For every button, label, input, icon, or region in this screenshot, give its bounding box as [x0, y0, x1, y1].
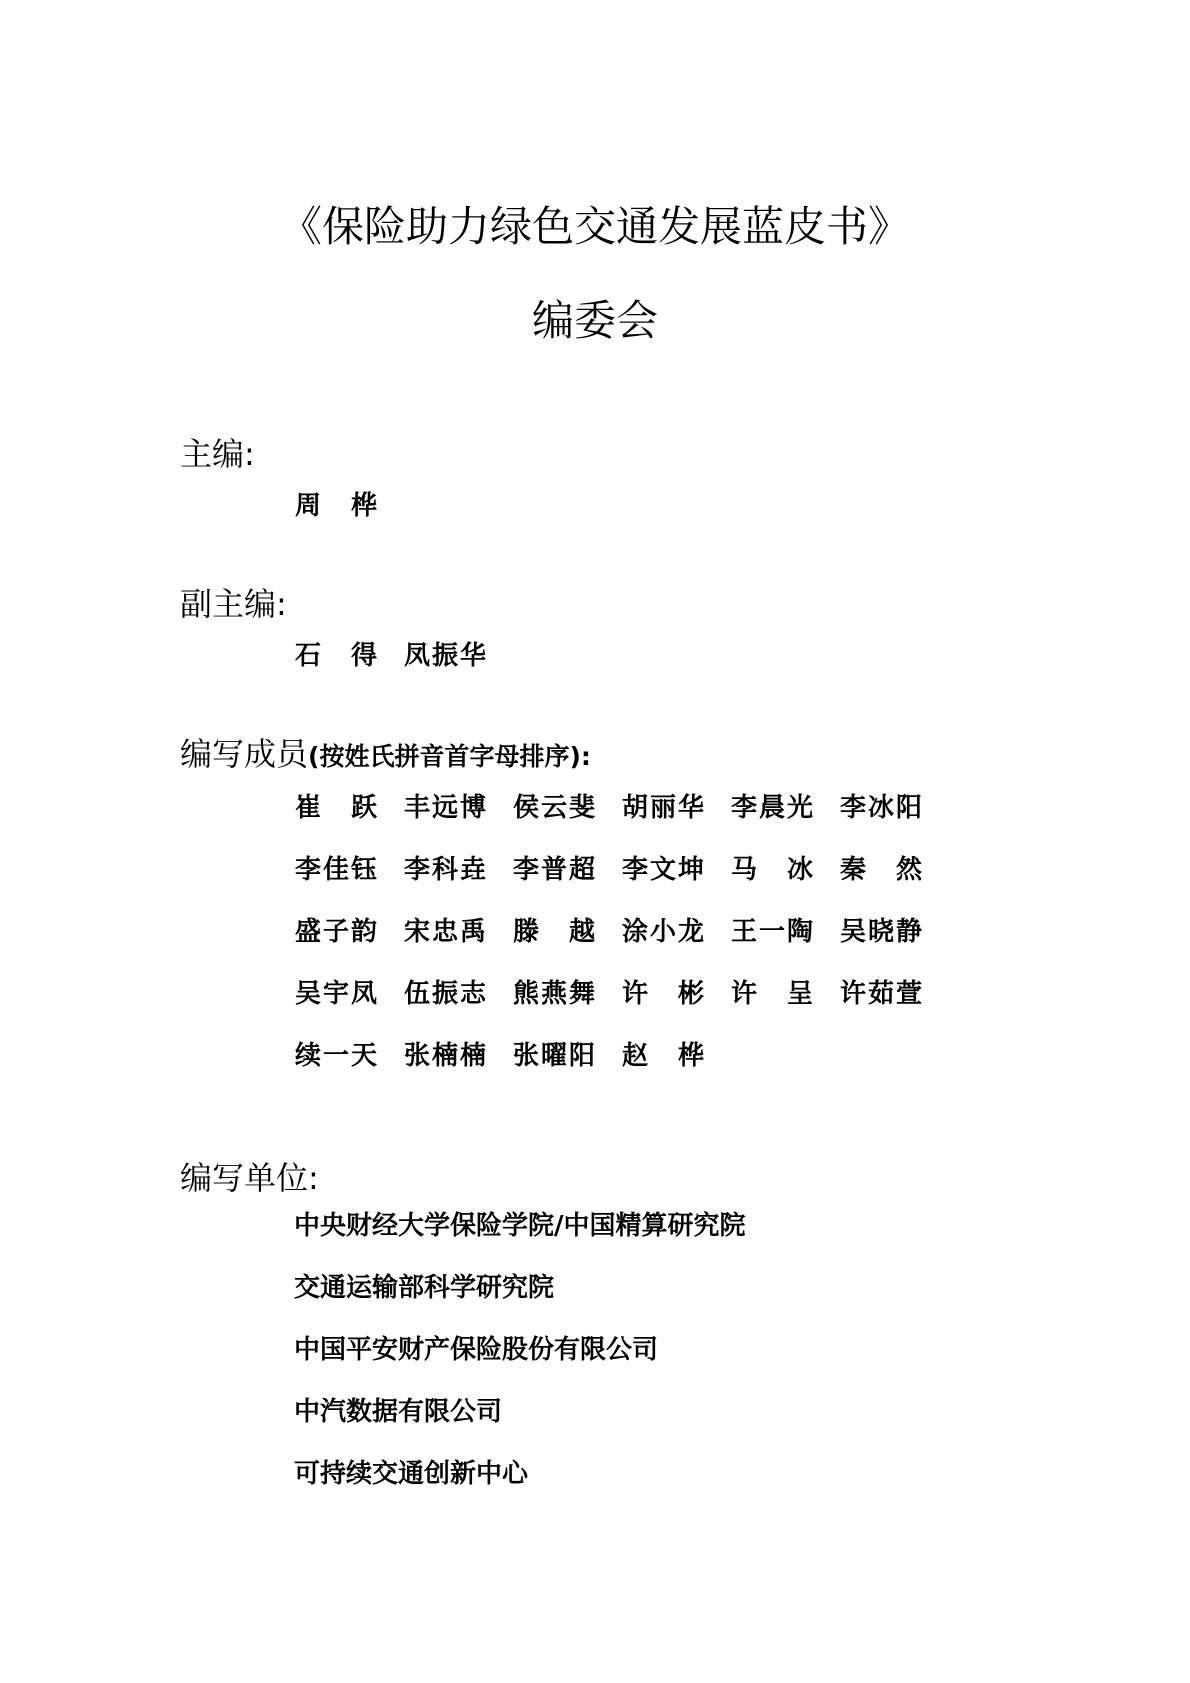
person-name: 凤振华 [403, 641, 486, 671]
person-name: 许 呈 [730, 979, 813, 1009]
person-name: 盛子韵 [294, 917, 377, 947]
person-name: 伍振志 [403, 979, 486, 1009]
deputy-editor-heading: 副主编: [180, 585, 287, 623]
members-heading-label: 编写成员 [180, 735, 309, 773]
person-name: 李佳钰 [294, 855, 377, 885]
person-name: 吴宇凤 [294, 979, 377, 1009]
members-sort-note: (按姓氏拼音首字母排序): [308, 742, 591, 771]
person-name: 胡丽华 [621, 793, 704, 823]
unit-item: 中央财经大学保险学院/中国精算研究院 [294, 1211, 746, 1241]
person-name: 李晨光 [730, 793, 813, 823]
unit-item: 中国平安财产保险股份有限公司 [294, 1335, 659, 1365]
person-name: 石 得 [294, 641, 377, 671]
unit-item: 可持续交通创新中心 [294, 1459, 529, 1489]
person-name: 张楠楠 [403, 1041, 486, 1071]
person-name: 许 彬 [621, 979, 704, 1009]
person-name: 熊燕舞 [512, 979, 595, 1009]
document-title: 《保险助力绿色交通发展蓝皮书》 [279, 202, 910, 251]
person-name: 吴晓静 [839, 917, 922, 947]
person-name: 李冰阳 [839, 793, 922, 823]
person-name: 崔 跃 [294, 793, 377, 823]
document-subtitle: 编委会 [531, 296, 658, 345]
chief-editor-heading: 主编: [180, 435, 255, 473]
person-name: 李普超 [512, 855, 595, 885]
units-heading: 编写单位: [180, 1159, 319, 1197]
person-name: 周 桦 [294, 491, 377, 521]
person-name: 续一天 [294, 1041, 377, 1071]
person-name: 赵 桦 [621, 1041, 704, 1071]
person-name: 李文坤 [621, 855, 704, 885]
members-heading [180, 734, 591, 777]
person-name: 丰远博 [403, 793, 486, 823]
person-name: 涂小龙 [621, 917, 704, 947]
person-name: 秦 然 [839, 855, 922, 885]
person-name: 滕 越 [512, 917, 595, 947]
person-name: 李科垚 [403, 855, 486, 885]
unit-item: 交通运输部科学研究院 [294, 1273, 555, 1303]
person-name: 许茹萱 [839, 979, 922, 1009]
person-name: 王一陶 [730, 917, 813, 947]
person-name: 侯云斐 [512, 793, 595, 823]
person-name: 张曜阳 [512, 1041, 595, 1071]
unit-item: 中汽数据有限公司 [294, 1397, 503, 1427]
person-name: 马 冰 [730, 855, 813, 885]
person-name: 宋忠禹 [403, 917, 486, 947]
